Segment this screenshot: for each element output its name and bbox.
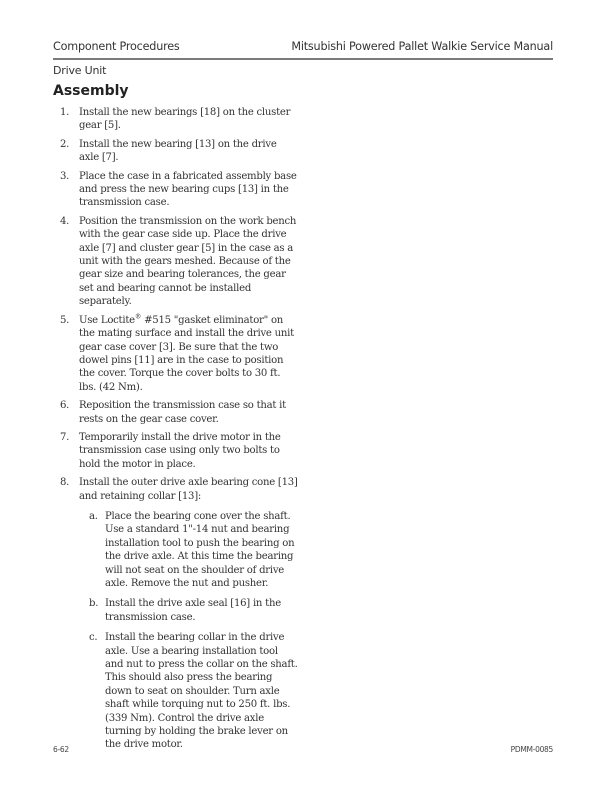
substep-c — [87, 631, 298, 752]
step-8 — [58, 476, 298, 752]
header-rule — [53, 58, 553, 60]
step-7 — [58, 431, 298, 471]
substep-text: Install the drive axle seal [16] in the transmission case. — [105, 598, 281, 623]
step-3 — [58, 170, 298, 210]
step-number: 6. — [60, 400, 70, 412]
step-number: 4. — [60, 215, 70, 227]
procedure-body — [58, 106, 298, 759]
step-text: Install the new bearing [13] on the drive axle [7]. — [79, 138, 277, 164]
substep-letter: b. — [89, 598, 99, 610]
header-manual-title: Mitsubishi Powered Pallet Walkie Service Manual — [291, 40, 553, 53]
step-text: Place the case in a fabricated assembly base and press the new bearing cups [13] in the transmission case. — [79, 170, 297, 209]
substep-b — [87, 597, 298, 624]
step-text: Use Loctite — [79, 314, 135, 326]
substep-a — [87, 510, 298, 590]
step-number: 8. — [60, 477, 70, 489]
step-2 — [58, 138, 298, 165]
page-header — [53, 40, 553, 53]
page-footer — [53, 745, 553, 754]
substep-text: Install the bearing collar in the drive axle. Use a bearing installation tool and nut to press the collar on the shaft. This should also press the bearing down to seat on shoulder. Turn axle shaft while torquing nut to 250 ft. lbs. (339 Nm). Control the drive axle turning by holding the brake lever on the drive motor. — [105, 632, 298, 751]
substeps-list — [79, 510, 298, 752]
document-id: PDMM-0085 — [510, 745, 553, 754]
registered-mark: ® — [134, 312, 142, 321]
step-text: Install the new bearings [18] on the cluster gear [5]. — [79, 107, 291, 132]
substep-letter: c. — [89, 632, 98, 644]
step-4 — [58, 215, 298, 309]
substep-text: Place the bearing cone over the shaft. Use a standard 1"-14 nut and bearing installation tool to push the bearing on the drive axle. At this time the bearing will not seat on the shoulder of drive axle. Remove the nut and pusher. — [105, 510, 295, 589]
step-text: Install the outer drive axle bearing cone [13] and retaining collar [13]: — [79, 477, 298, 502]
step-text: Position the transmission on the work bench with the gear case side up. Place the drive axle [7] and cluster gear [5] in the case as a unit with the gears meshed. Because of the gear size and bearing tolerances, the gear set and bearing cannot be installed separately. — [79, 215, 297, 308]
step-number: 2. — [60, 138, 70, 150]
step-number: 7. — [60, 431, 70, 443]
step-number: 1. — [60, 107, 70, 118]
step-text: Reposition the transmission case so that it rests on the gear case cover. — [79, 400, 286, 425]
header-chapter: Component Procedures — [53, 40, 180, 53]
step-text: Temporarily install the drive motor in the transmission case using only two bolts to hold the motor in place. — [79, 431, 281, 470]
step-1 — [58, 106, 298, 133]
step-5 — [58, 314, 298, 394]
substep-letter: a. — [89, 510, 98, 522]
step-text-cont: #515 "gasket eliminator" on the mating surface and install the drive unit gear case cover [3]. Be sure that the two dowel pins [11] are in the case to position the cover. Torque the cover bolts to 30 ft. lbs. (42 Nm). — [79, 314, 294, 393]
page-number: 6-62 — [53, 745, 69, 754]
step-number: 5. — [60, 314, 70, 326]
section-name: Drive Unit — [53, 64, 107, 77]
steps-list — [58, 106, 298, 752]
step-number: 3. — [60, 170, 70, 182]
page-title: Assembly — [53, 83, 129, 99]
step-6 — [58, 399, 298, 426]
